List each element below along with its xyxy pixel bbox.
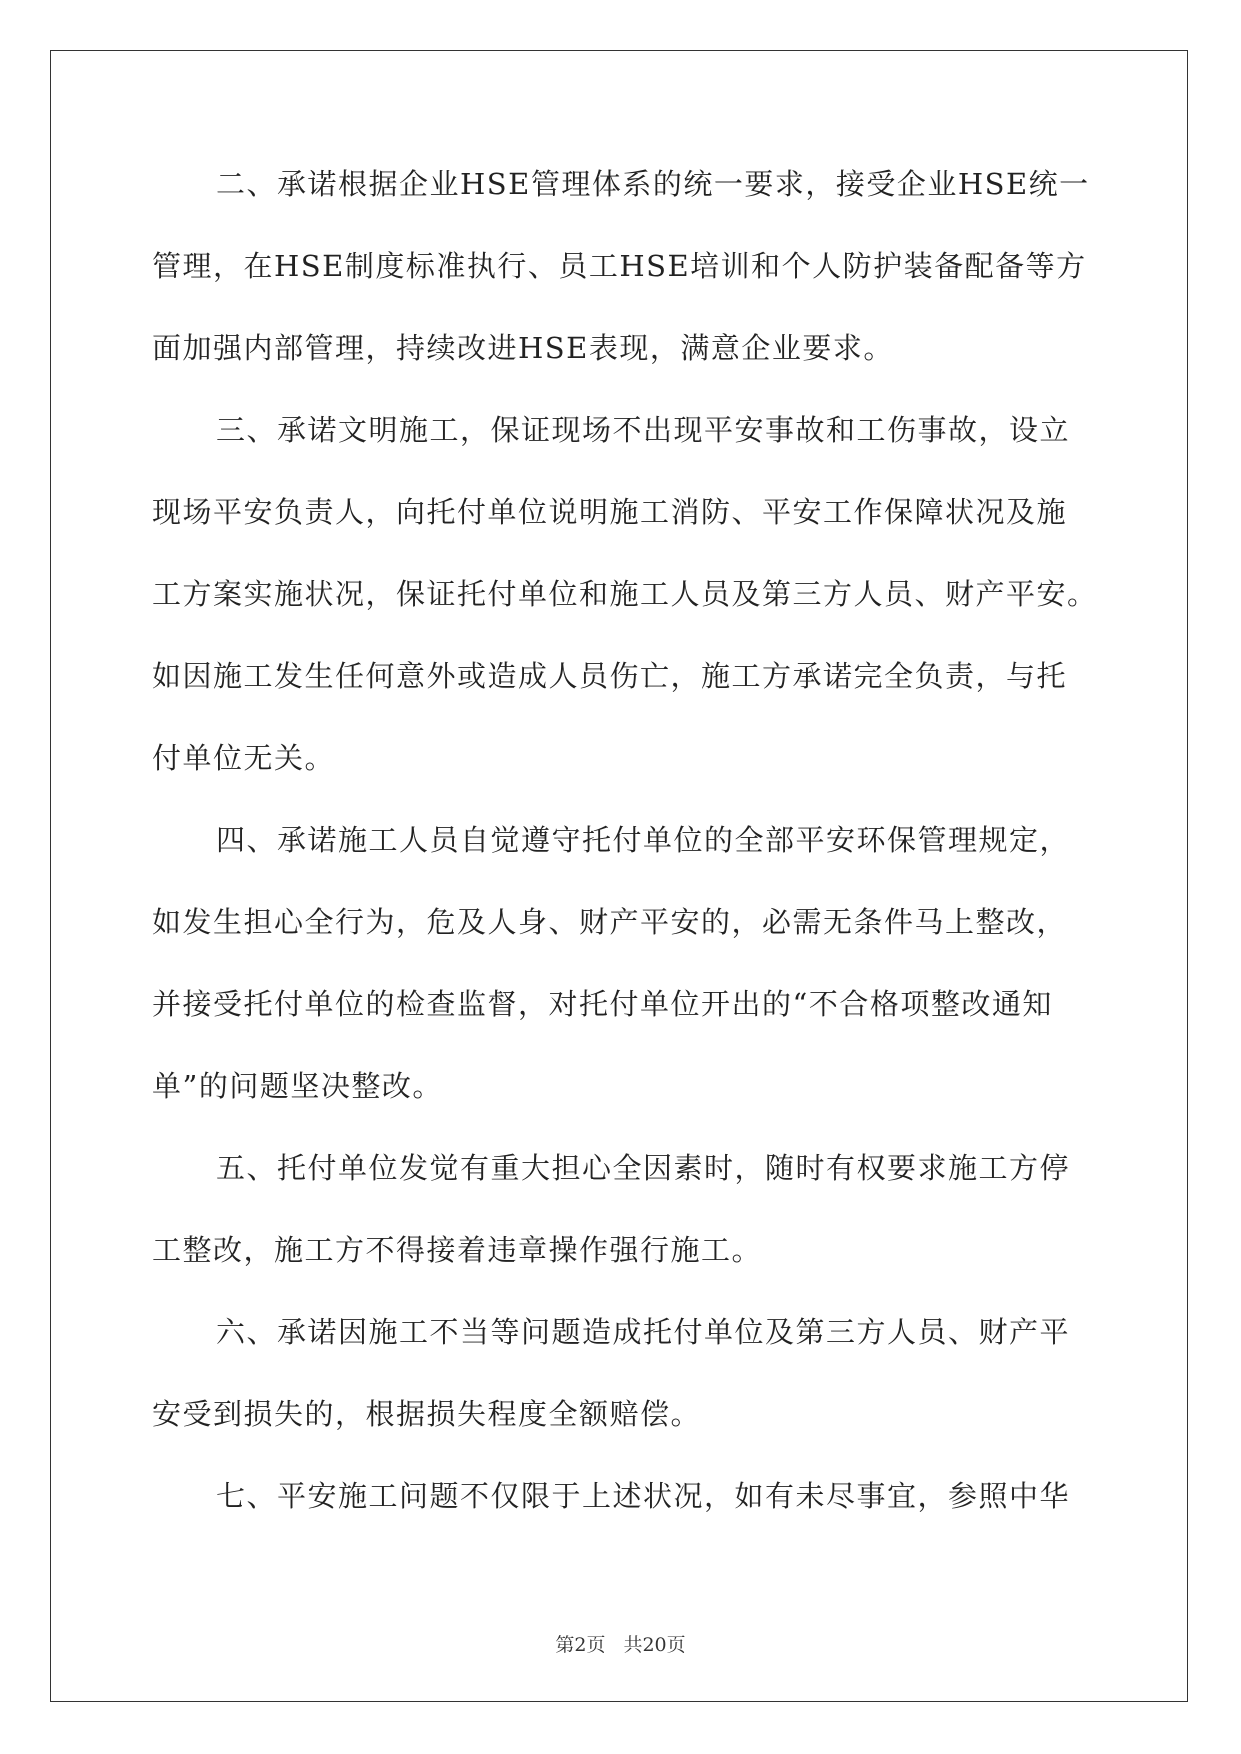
- text-line: 七、平安施工问题不仅限于上述状况，如有未尽事宜，参照中华: [216, 1479, 1071, 1513]
- text-line: 工整改，施工方不得接着违章操作强行施工。: [152, 1233, 763, 1267]
- text-line: 如因施工发生任何意外或造成人员伤亡，施工方承诺完全负责，与托: [152, 659, 1068, 693]
- text-line: 安受到损失的，根据损失程度全额赔偿。: [152, 1397, 702, 1431]
- text-line: 现场平安负责人，向托付单位说明施工消防、平安工作保障状况及施: [152, 495, 1068, 529]
- document-body: [152, 166, 1098, 1560]
- text-line: 五、托付单位发觉有重大担心全因素时，随时有权要求施工方停: [216, 1151, 1071, 1185]
- text-line: 四、承诺施工人员自觉遵守托付单位的全部平安环保管理规定，: [216, 823, 1071, 857]
- text-line: 付单位无关。: [152, 741, 336, 775]
- page-total: 共20页: [623, 1634, 686, 1656]
- page-footer: [0, 1630, 1241, 1657]
- text-line: 如发生担心全行为，危及人身、财产平安的，必需无条件马上整改，: [152, 905, 1068, 939]
- page-number: 第2页: [555, 1634, 606, 1656]
- text-line: 工方案实施状况，保证托付单位和施工人员及第三方人员、财产平安。: [152, 577, 1098, 611]
- text-line: 六、承诺因施工不当等问题造成托付单位及第三方人员、财产平: [216, 1315, 1071, 1349]
- text-line: 二、承诺根据企业HSE管理体系的统一要求，接受企业HSE统一: [216, 167, 1090, 201]
- text-line: 并接受托付单位的检查监督，对托付单位开出的“不合格项整改通知: [152, 987, 1053, 1021]
- text-line: 管理，在HSE制度标准执行、员工HSE培训和个人防护装备配备等方: [152, 249, 1087, 283]
- text-line: 面加强内部管理，持续改进HSE表现，满意企业要求。: [152, 331, 894, 365]
- text-line: 单”的问题坚决整改。: [152, 1069, 443, 1103]
- text-line: 三、承诺文明施工，保证现场不出现平安事故和工伤事故，设立: [216, 413, 1071, 447]
